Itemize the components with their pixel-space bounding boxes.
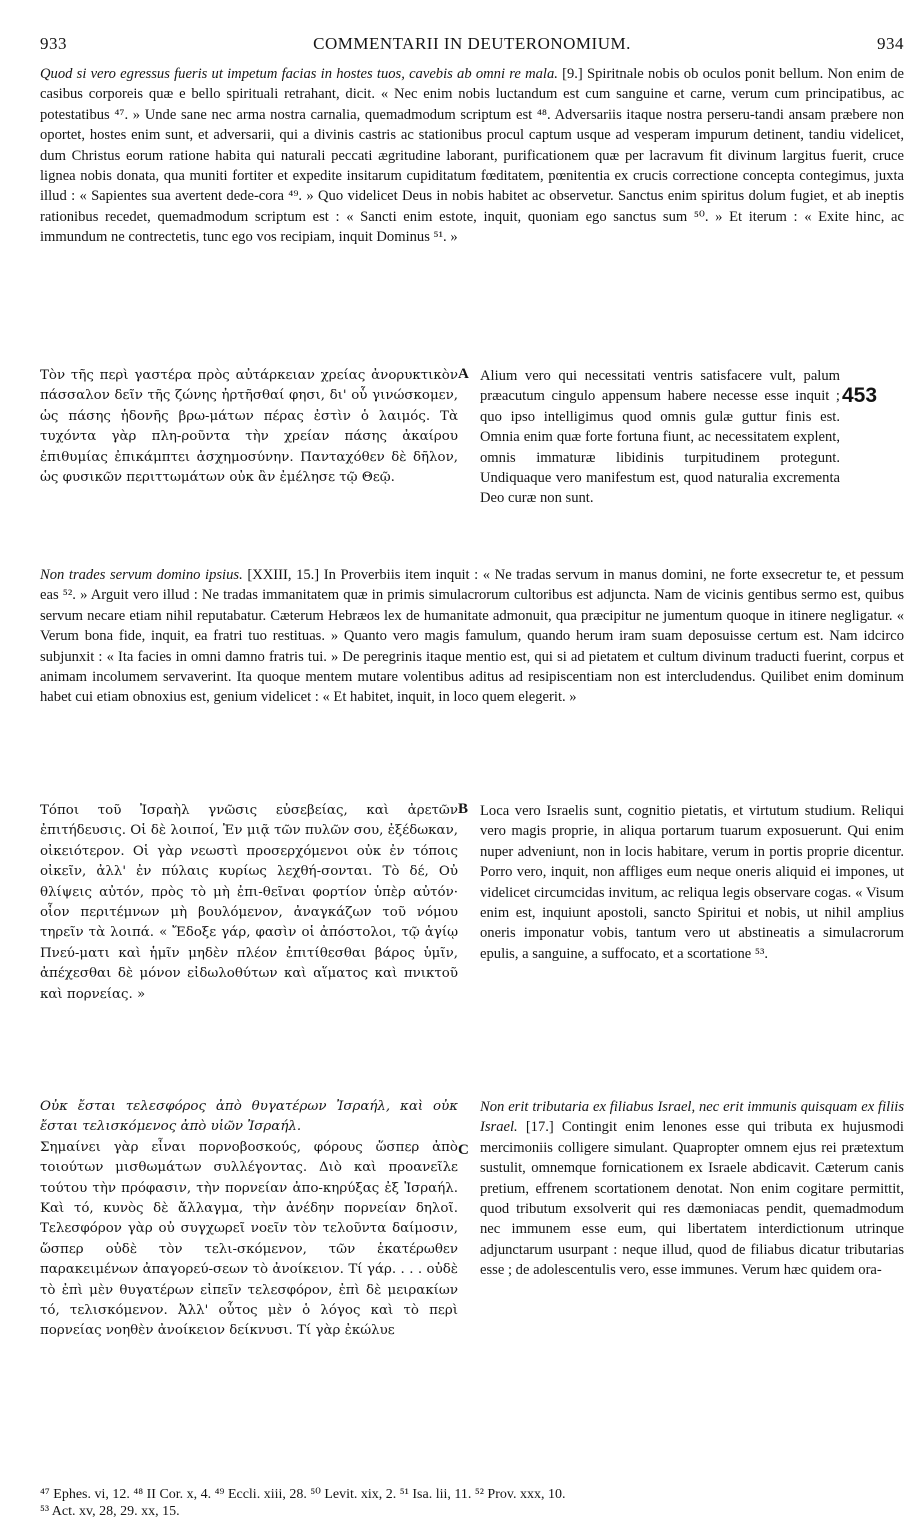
section-b-latin: Loca vero Israelis sunt, cognitio pietatis, et virtutum studium. Reliqui vero magis proprie, in aliqua portarum tuarum exposuerunt. Qui enim nuper adveniunt, non in locis habitare, verum in portis proprie dicentur. Porro vero, inquit, non affliges eum neque oneris aliquid ei impones, ut videlicet circumcidas invitum, ac reliqua legis observare cogas. « Visum enim est, inquiunt apostoli, sancto Spiritui et nobis, ut nihil amplius oneris imponatur vobis, tantum vero ut abstineatis a simulacrorum epulis, a sanguine, a suffocato, et a scortatione ⁵³. (480, 803, 904, 962)
page-header (40, 34, 904, 58)
column-number-right: 934 (877, 34, 904, 53)
footnote-line-1: ⁴⁷ Ephes. vi, 12. ⁴⁸ II Cor. x, 4. ⁴⁹ Eccli. xiii, 28. ⁵⁰ Levit. xix, 2. ⁵¹ Isa. lii, 11. ⁵² Prov. xxx, 10. (40, 1487, 566, 1502)
section-c-greek-lemma: Οὐκ ἔσται τελεσφόρος ἀπὸ θυγατέρων Ἰσραήλ, καὶ οὐκ ἔσται τελισκόμενος ἀπὸ υἱῶν Ἰσραήλ. (40, 1099, 458, 1135)
section-c-latin-lemma: Non erit tributaria ex filiabus Israel, nec erit immunis quisquam ex filiis Israel. (480, 1099, 904, 1136)
middle-lemma: Non trades servum domino ipsius. (40, 567, 243, 583)
section-b-marker: B (458, 801, 469, 817)
intro-lemma: Quod si vero egressus fueris ut impetum facias in hostes tuos, cavebis ab omni re mala. (40, 66, 558, 82)
section-c-latin (480, 1097, 904, 1281)
section-a-latin: Alium vero qui necessitati ventris satisfacere vult, palum præacutum cingulo appensum habere necesse esse inquit ; quo ipso intelligimus quod omnis gulæ guttur finis est. Omnia enim quæ forte fortuna fiunt, ac necessitatem explent, omnis immaturæ libidinis turpitudinem protegunt. Undiquaque vero manifestum est, quod naturalia excrementa Deo curæ non sunt. (480, 368, 840, 507)
section-a-greek: Τὸν τῆς περὶ γαστέρα πρὸς αὐτάρκειαν χρείας ἀνορυκτικὸν πάσσαλον δεῖν τῆς ζώνης ἠρτῆσθαί φησι, δι' οὗ γινώσκομεν, ὡς πάσης ἡδονῆς βρω-μάτων πέρας ἐστὶν ὁ λαιμός. Τὰ τυχόντα γὰρ πλη-ροῦντα τὴν χρείαν πάσης ἀκαίρου ἐπιθυμίας ἐπικάμπτει ἀσχημοσύνην. Πανταχόθεν δὲ δῆλον, ὡς φυσικῶν περιττωμάτων οὐκ ἂν ἐμέλησε τῷ Θεῷ. (40, 368, 458, 486)
middle-text: [XXIII, 15.] In Proverbiis item inquit : « Ne tradas servum in manus domini, ne forte exsecretur te, et pessum eas ⁵². » Arguit vero illud : Ne tradas immanitatem quæ in primis simulacrorum cultoribus est adjuncta. Nam de vicinis gentibus sermo est, quibus servum necare etiam nihil reputabatur. Cæterum Hebræos lex de humanitate admonuit, qua præcipitur ne jumentum quoque in itinere negligatur. « Verum bona fide, inquit, ea fratri tuo restituas. » Quanto vero magis famulum, quando herum iram suam deposuisse certum est. Nam idcirco subjunxit : « Ita facies in omni damno fratris tui. » De peregrinis itaque mentio est, qui si ad pietatem et cultum divinum traducti fuerint, corpus et animam incolumem servaverint. Ita quoque mentem mutare volentibus aditus ad resipiscentiam non est intercludendus. Quilibet enim dominum habet cui etiam obnoxius est, genium videlicet : « Et habitet, inquit, in loco quem elegerit. » (40, 567, 905, 706)
intro-text: [9.] Spiritnale nobis ob oculos ponit bellum. Non enim de casibus corporeis quæ e bello spirituali retrahant, dicit. « Nec enim nobis luctandum est cum sanguine et carne, verum cum principatibus, ac potestatibus ⁴⁷. » Unde sane nec arma nostra carnalia, quemadmodum scriptum est ⁴⁸. Adversariis itaque nostra perseru-tandi ansam præbere non oportet, hostes enim sunt, et adversarii, qui a divinis castris ac stationibus procul captum usque ad vesperam impurum detinent, tandiu videlicet, dum Christus eorum ratione habita qui naturali peccati ægritudine laborant, purificationem quæ per lacravum fit divinum largitus fuerit, cruce lignea nobis donata, qua muniti fortiter et expedite insitarum cupiditatum fœditatem, pœnitentia ex crucis correctione concepta contegimus, juxta illud : « Sapientes sua avertent dede-cora ⁴⁹. » Quo videlicet Deus in nobis habitet ac observetur. Sanctus enim spiritus dolum fugiet, et ab ineptis rationibus recedet, quemadmodum scriptum est : « Sancti enim estote, inquit, quoniam ego sanctus sum ⁵⁰. » Et iterum : « Exite hinc, ac immundum ne contrectetis, tunc ego vos recipiam, inquit Dominus ⁵¹. » (40, 66, 904, 246)
column-number-left: 933 (40, 34, 67, 53)
intro-paragraph (40, 64, 904, 248)
section-a-marker: A (458, 366, 469, 382)
edition-page-number: 453 (842, 384, 878, 407)
middle-paragraph (40, 565, 904, 708)
footnotes (40, 1486, 904, 1520)
section-c-latin-text: [17.] Contingit enim lenones esse qui tributa ex hujusmodi mercimoniis colligere simulant. Quapropter omnem ejus rei prætextum sustulit, omnemque fornicationem ex Israele abdicavit. Cæterum canis pretium, effrenem scortationem denotat. Non enim cogitare permittit, quod tributum exsolverit qui res dæmoniacas pendit, quemadmodum nec immunem esse eum, qui libertatem interdictionum utrinque adjunctarum usurpant : neque illud, quod de filiabus dicatur tributarias esse ; de adolescentulis vero, esse immunes. Verum hæc quidem ora- (480, 1119, 904, 1279)
section-c-marker: C (458, 1142, 469, 1158)
section-b-greek: Τόποι τοῦ Ἰσραὴλ γνῶσις εὐσεβείας, καὶ ἀρετῶν ἐπιτήδευσις. Οἱ δὲ λοιποί, Ἐν μιᾷ τῶν πυλῶν σου, ἐξέδωκαν, οἰκειότερον. Οἱ γὰρ νεωστὶ προσερχόμενοι οὐκ ἐν τόποις οἰκεῖν, ἀλλ' ἐν πύλαις κυρίως λεχθή-σονται. Τὸ δέ, Οὐ θλίψεις αὐτόν, πρὸς τὸ μὴ ἐπι-θεῖναι φορτίον ὑπὲρ αὐτόν· οἷον περιτέμνων μὴ βουλόμενον, ἀναγκάζων τοῦ νόμου τηρεῖν τὰ λοιπά. « Ἔδοξε γάρ, φασὶν οἱ ἀπόστολοι, τῷ ἁγίῳ Πνεύ-ματι καὶ ἡμῖν μηδὲν πλέον ἐπιτίθεσθαι βάρος ὑμῖν, ἀπέχεσθαι δὲ μόνον εἰδωλοθύτων καὶ αἵματος καὶ πνικτοῦ καὶ πορνείας. » (40, 803, 458, 1002)
running-title: COMMENTARII IN DEUTERONOMIUM. (313, 34, 631, 53)
footnote-line-2: ⁵³ Act. xv, 28, 29. xx, 15. (40, 1504, 180, 1519)
section-c-greek (40, 1097, 458, 1342)
section-c-greek-text: Σημαίνει γὰρ εἶναι πορνοβοσκούς, φόρους ὥσπερ ἀπὸ τοιούτων μισθωμάτων συλλέγοντας. Διὸ καὶ προανεῖλε τούτου τὴν πρόφασιν, τὴν πορνείαν ἀπο-κηρύξας ἐξ Ἰσραήλ. Καὶ τό, κυνὸς δὲ ἄλλαγμα, τὴν ἀνέδην πορνείαν δηλοῖ. Τελεσφόρον γὰρ οὐ συγχωρεῖ νοεῖν τὸν τελοῦντα δαίμοσιν, ὥσπερ οὐδὲ τὸν τελι-σκόμενον, τῶν ἑκατέρωθεν παρακειμένων ἀπαγορεύ-σεων τὸ ἀνοίκειον. Τί γάρ. . . . οὐδὲ τὸ ἐπὶ μὲν θυγατέρων εἰπεῖν τελεσφόρον, ἐπὶ δὲ μειρακίων τό, τελισκόμενον. Ἀλλ' οὗτος μὲν ὁ λόγος καὶ τὸ περὶ πορνείας νοηθὲν ἀνοίκειον δείκνυσι. Τί γὰρ ἐκώλυε (40, 1139, 458, 1339)
